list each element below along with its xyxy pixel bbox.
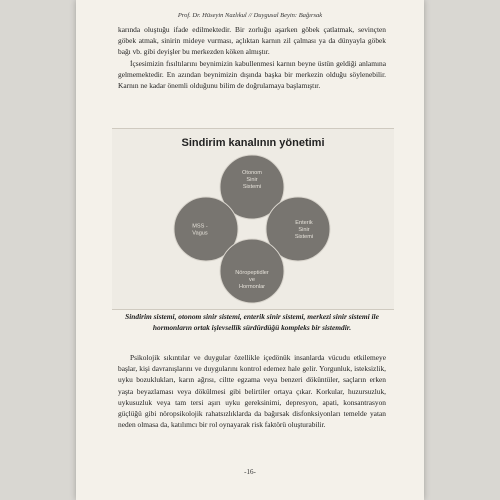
circle-label-otonom: Sistemi xyxy=(242,183,262,190)
paragraph-2: İçsesimizin fısıltılarını beynimizin kabullenmesi karnın beyne üstün geldiği anlamına gelmemektedir. En azından beynimizin dışında başka bir merkezin olduğu söylenebilir. Karnın ne kadar önemli olduğunu bilim de doğrulamaya başlamıştır. xyxy=(118,58,386,91)
figure-title: Sindirim kanalının yönetimi xyxy=(181,137,325,149)
circle-label-noropeptidler: ve xyxy=(249,277,255,283)
paragraph-1: karında oluştuğu ifade edilmektedir. Bir zorluğu aşarken göbek çatlatmak, sevinçten göbek atmak, sinirin mideye vurması, açlıktan karnın zil çalması ya da dünyayla göbek bağı vb. gibi deyişler bu merkezden köken almıştır. xyxy=(118,25,386,57)
figure xyxy=(112,128,394,310)
circle-label-noropeptidler: Nöropeptidler xyxy=(235,270,269,277)
body-text-top xyxy=(118,24,386,91)
circle-label-mss: Vagus xyxy=(192,230,208,237)
circle-label-mss: MSS - xyxy=(192,223,208,230)
running-head: Prof. Dr. Hüseyin Nazlıkul // Duygusal Beyin: Bağırsak xyxy=(177,12,323,19)
figure-caption: Sindirim sistemi, otonom sinir sistemi, enterik sinir sistemi, merkezi sinir sistemi ile hormonların ortak işlevsellik sürdürdüğü kompleks bir sistemdir. xyxy=(125,312,379,332)
page-number: -16- xyxy=(244,468,256,476)
circle-label-otonom: Otonom xyxy=(242,170,262,177)
circle-label-otonom: Sinir xyxy=(246,177,258,183)
venn-diagram xyxy=(112,129,394,309)
paragraph-3: Psikolojik sıkıntılar ve duygular özellikle içedönük insanlarda vücudu etkilemeye başlar, kişi davranışlarını ve duygularını kontrol edemez hale gelir. Yorgunluk, isteksizlik, uyku bozuklukları, karın ağrısı, ciltte egzama veya benzeri döküntüler, saçların erken yaşta beyazlaması veya dökülmesi gibi belirtiler ortaya çıkar. Korkular, huzursuzluk, uykusuzluk veya tam tersi aşırı uyku gereksinimi, depresyon, apati, konsantrasyon güçlüğü gibi nöropsikolojik rahatsızlıklarda da bağırsak disfonksiyonları temelde yatan neden olmasa da, katılımcı bir rol oynayarak risk faktörü oluşturabilir. xyxy=(118,353,386,430)
body-text-bottom xyxy=(118,352,386,430)
circle-label-enterik: Enterik xyxy=(295,220,313,227)
book-page xyxy=(76,0,424,500)
circle-label-enterik: Sistemi xyxy=(294,233,314,240)
circle-label-enterik: Sinir xyxy=(298,227,310,233)
circle-label-noropeptidler: Hormonlar xyxy=(238,283,266,290)
